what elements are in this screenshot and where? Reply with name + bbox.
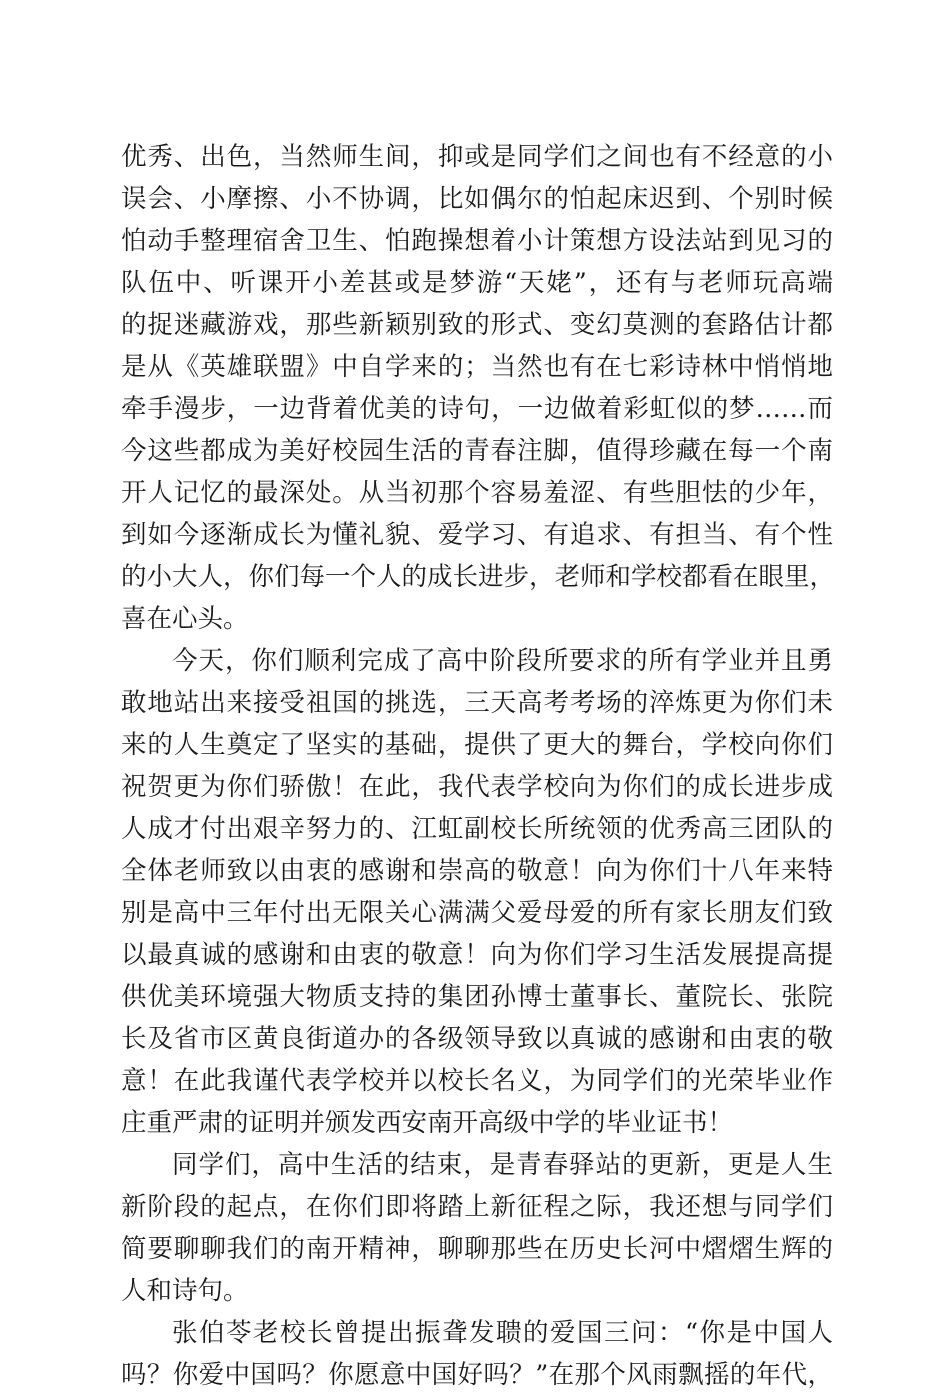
text-line: 人成才付出艰辛努力的、江虹副校长所统领的优秀高三团队的 (121, 814, 833, 844)
text-line: 优秀、出色，当然师生间，抑或是同学们之间也有不经意的小 (121, 142, 833, 172)
text-line: 来的人生奠定了坚实的基础，提供了更大的舞台，学校向你们 (121, 730, 833, 760)
text-line: 人和诗句。 (121, 1276, 249, 1306)
paragraph-4 (121, 1312, 833, 1396)
text-line: 的捉迷藏游戏，那些新颖别致的形式、变幻莫测的套路估计都 (121, 310, 833, 340)
text-line: 到如今逐渐成长为懂礼貌、爱学习、有追求、有担当、有个性 (121, 520, 833, 550)
text-line: 简要聊聊我们的南开精神，聊聊那些在历史长河中熠熠生辉的 (121, 1234, 833, 1264)
text-line: 张伯苓老校长曾提出振聋发聩的爱国三问：“你是中国人 (172, 1318, 833, 1348)
paragraph-3 (121, 1144, 833, 1312)
text-line: 长及省市区黄良街道办的各级领导致以真诚的感谢和由衷的敬 (121, 1024, 833, 1054)
text-line: 庄重严肃的证明并颁发西安南开高级中学的毕业证书！ (121, 1108, 734, 1138)
text-line: 怕动手整理宿舍卫生、怕跑操想着小计策想方设法站到见习的 (121, 226, 833, 256)
text-line: 意！在此我谨代表学校并以校长名义，为同学们的光荣毕业作 (121, 1066, 833, 1096)
text-line: 别是高中三年付出无限关心满满父爱母爱的所有家长朋友们致 (121, 898, 833, 928)
text-line: 供优美环境强大物质支持的集团孙博士董事长、董院长、张院 (121, 982, 833, 1012)
paragraph-1 (121, 136, 836, 640)
text-line: 同学们，高中生活的结束，是青春驿站的更新，更是人生 (172, 1150, 833, 1180)
text-line: 祝贺更为你们骄傲！在此，我代表学校向为你们的成长进步成 (121, 772, 833, 802)
text-line: 以最真诚的感谢和由衷的敬意！向为你们学习生活发展提高提 (121, 940, 833, 970)
text-line: 是从《英雄联盟》中自学来的；当然也有在七彩诗林中悄悄地 (121, 352, 833, 382)
text-line: 的小大人，你们每一个人的成长进步，老师和学校都看在眼里， (121, 562, 836, 592)
text-line: 今天，你们顺利完成了高中阶段所要求的所有学业并且勇 (172, 646, 833, 676)
text-line: 队伍中、听课开小差甚或是梦游“天姥”，还有与老师玩高端 (121, 268, 833, 298)
paragraph-2 (121, 640, 833, 1144)
text-line: 今这些都成为美好校园生活的青春注脚，值得珍藏在每一个南 (121, 436, 833, 466)
document-page (121, 136, 836, 1396)
text-line: 敢地站出来接受祖国的挑选，三天高考考场的淬炼更为你们未 (121, 688, 833, 718)
text-line: 全体老师致以由衷的感谢和崇高的敬意！向为你们十八年来特 (121, 856, 833, 886)
text-line: 牵手漫步，一边背着优美的诗句，一边做着彩虹似的梦……而 (121, 394, 833, 424)
text-line: 误会、小摩擦、小不协调，比如偶尔的怕起床迟到、个别时候 (121, 184, 833, 214)
text-line: 开人记忆的最深处。从当初那个容易羞涩、有些胆怯的少年， (121, 478, 833, 508)
text-line: 喜在心头。 (121, 604, 249, 634)
text-line: 新阶段的起点，在你们即将踏上新征程之际，我还想与同学们 (121, 1192, 833, 1222)
text-line: 吗？你爱中国吗？你愿意中国好吗？”在那个风雨飘摇的年代， (121, 1360, 833, 1390)
